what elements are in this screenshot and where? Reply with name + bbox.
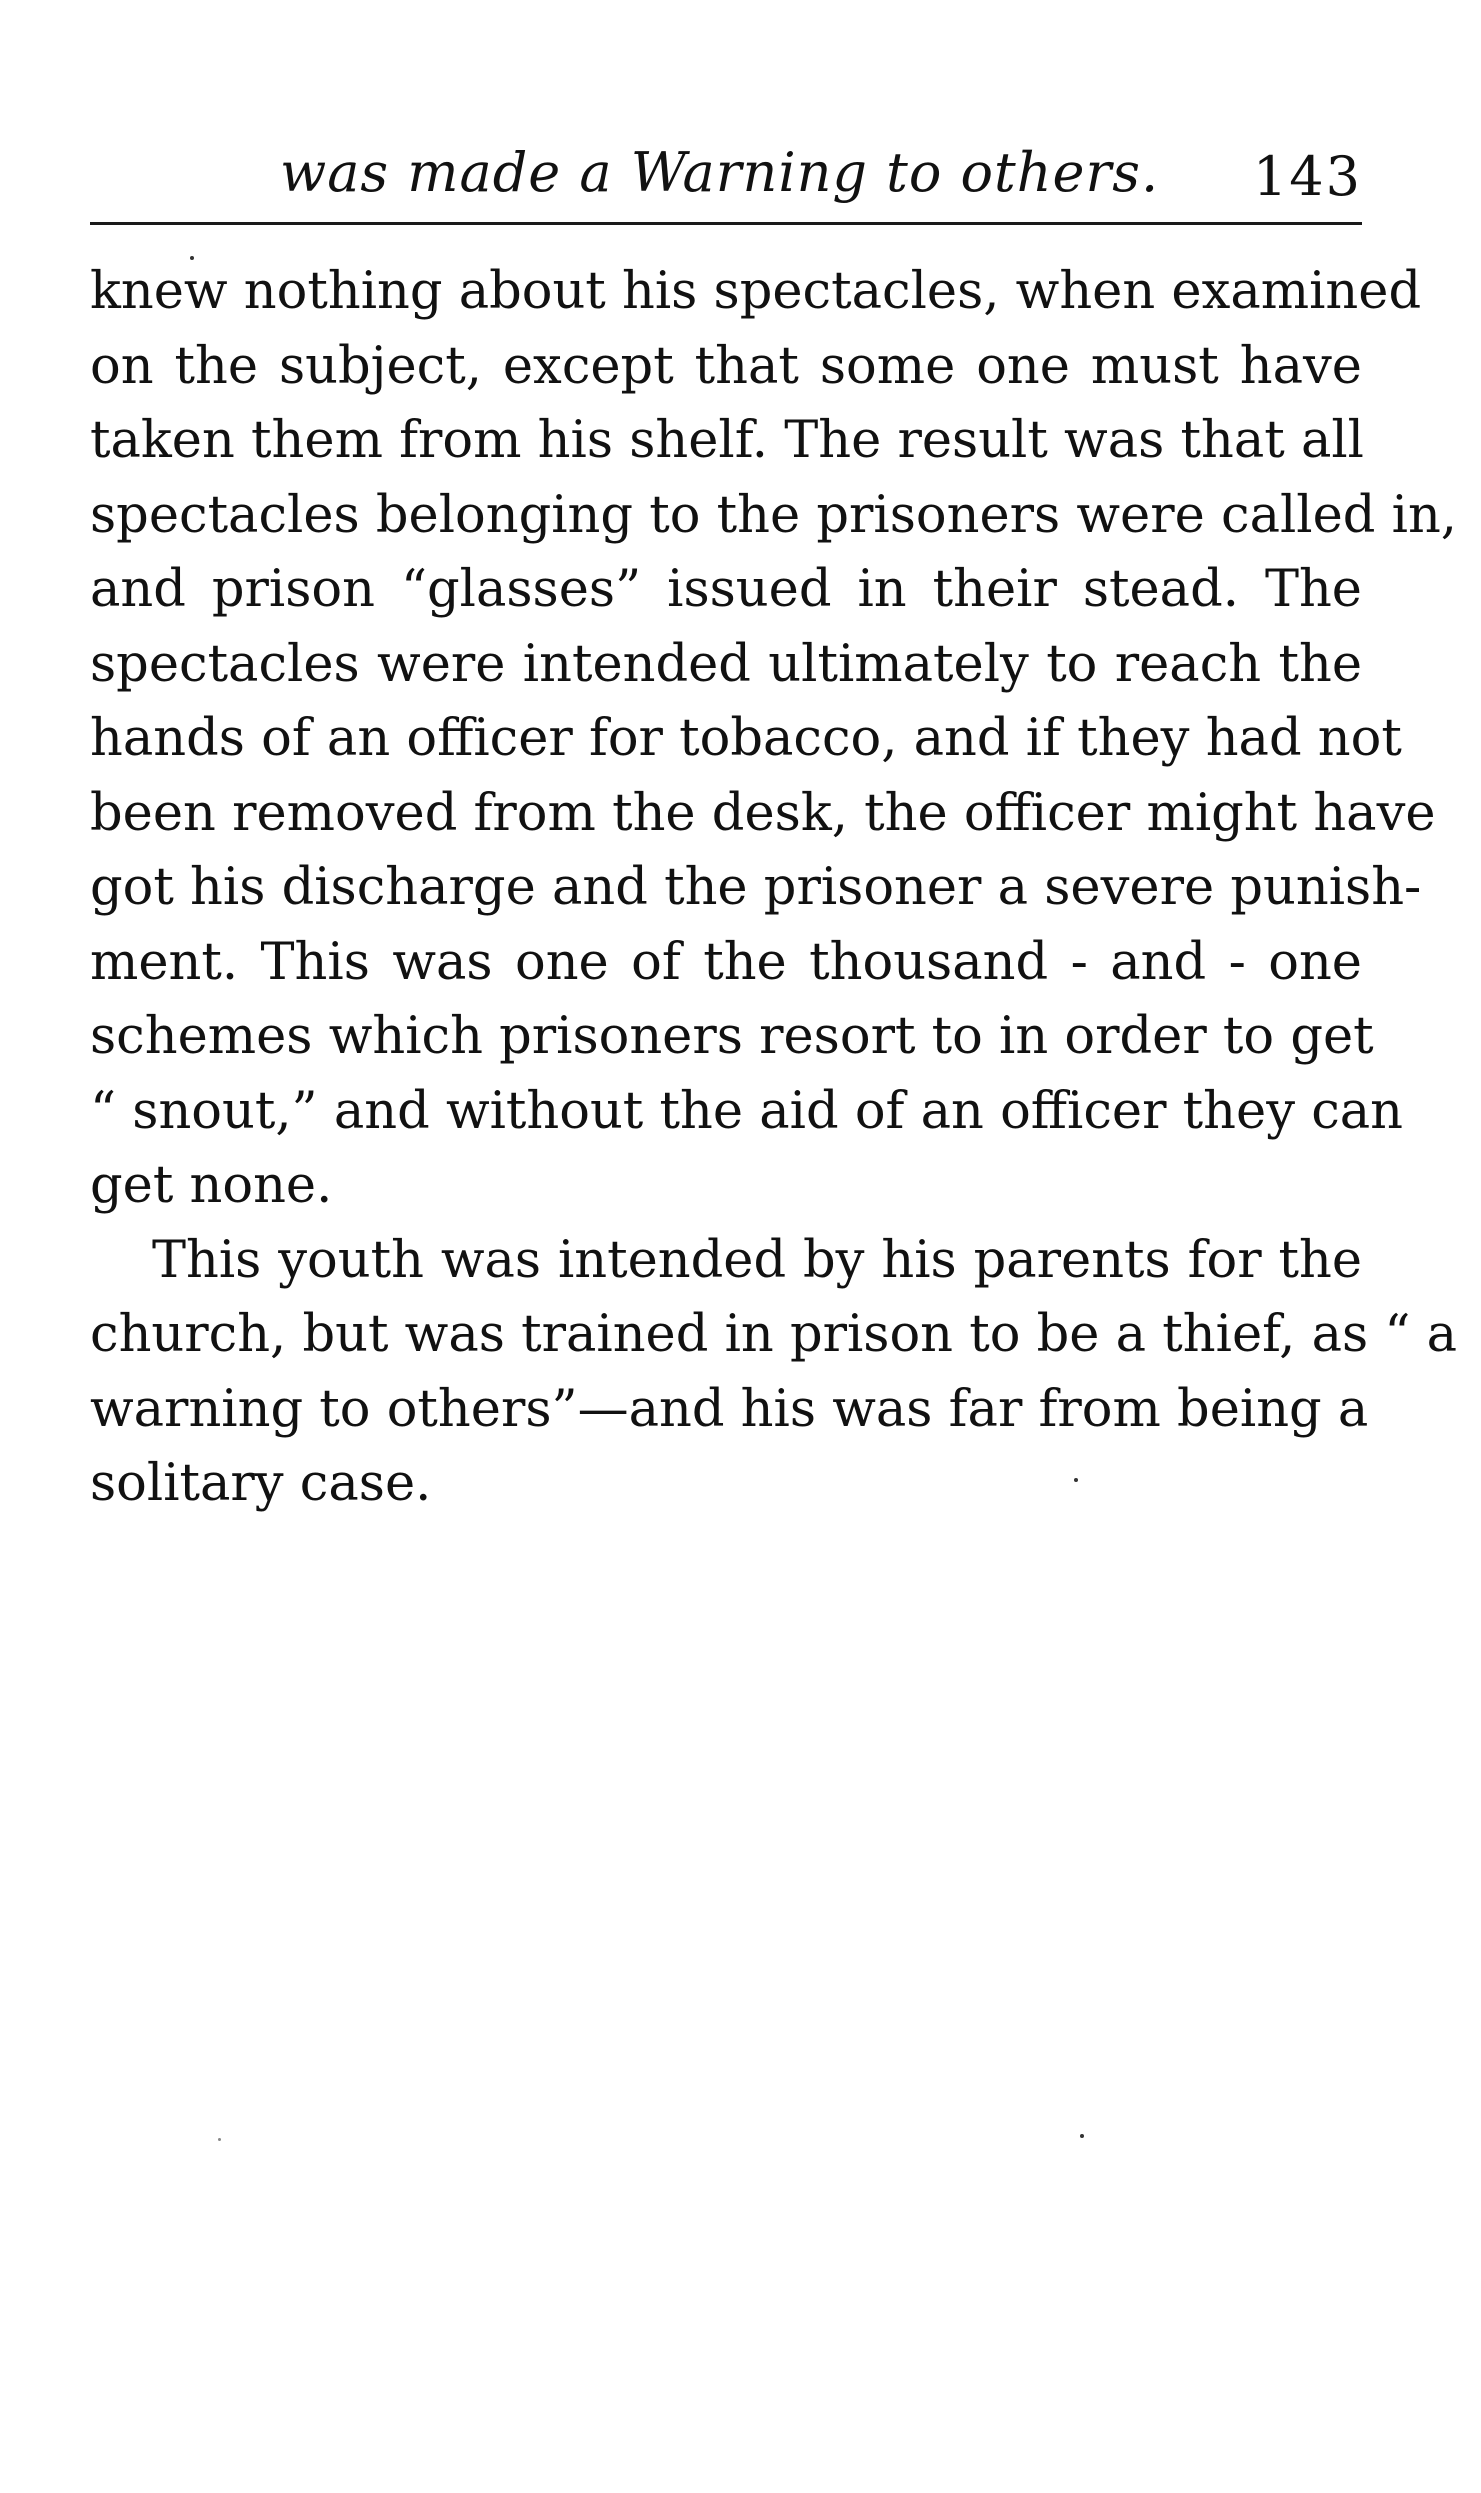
header-rule (90, 222, 1362, 225)
text-line: ment. This was one of the thousand - and - one (90, 932, 1362, 992)
body-text (90, 255, 1458, 1522)
print-speck (190, 256, 194, 260)
text-line: been removed from the desk, the officer might have (90, 783, 1436, 843)
running-title: was made a Warning to others. (280, 141, 1160, 204)
print-speck (218, 2138, 221, 2141)
text-line: knew nothing about his spectacles, when examined (90, 262, 1422, 321)
print-speck (1080, 2134, 1084, 2138)
text-line: “ snout,” and without the aid of an officer they can (90, 1081, 1404, 1141)
text-line: church, but was trained in prison to be a thief, as “ a (90, 1305, 1458, 1364)
print-speck (1074, 1478, 1078, 1482)
text-line: This youth was intended by his parents for the (152, 1230, 1362, 1290)
paragraph-2 (90, 1224, 1458, 1522)
text-line: spectacles were intended ultimately to reach the (90, 634, 1362, 694)
text-line: spectacles belonging to the prisoners were called in, (90, 485, 1458, 545)
paragraph-1 (90, 255, 1458, 1224)
text-line: and prison “glasses” issued in their stead. The (90, 560, 1362, 619)
text-line: schemes which prisoners resort to in order to get (90, 1007, 1374, 1066)
text-line: warning to others”—and his was far from being a (90, 1379, 1369, 1439)
text-line: taken them from his shelf. The result was that all (90, 411, 1364, 470)
running-head (90, 138, 1362, 208)
page-number: 143 (1252, 145, 1362, 208)
text-line: got his discharge and the prisoner a severe punish- (90, 858, 1422, 917)
text-line: on the subject, except that some one must have (90, 336, 1362, 396)
text-line: get none. (90, 1156, 333, 1215)
text-line: solitary case. (90, 1454, 432, 1513)
text-line: hands of an officer for tobacco, and if they had not (90, 709, 1402, 768)
